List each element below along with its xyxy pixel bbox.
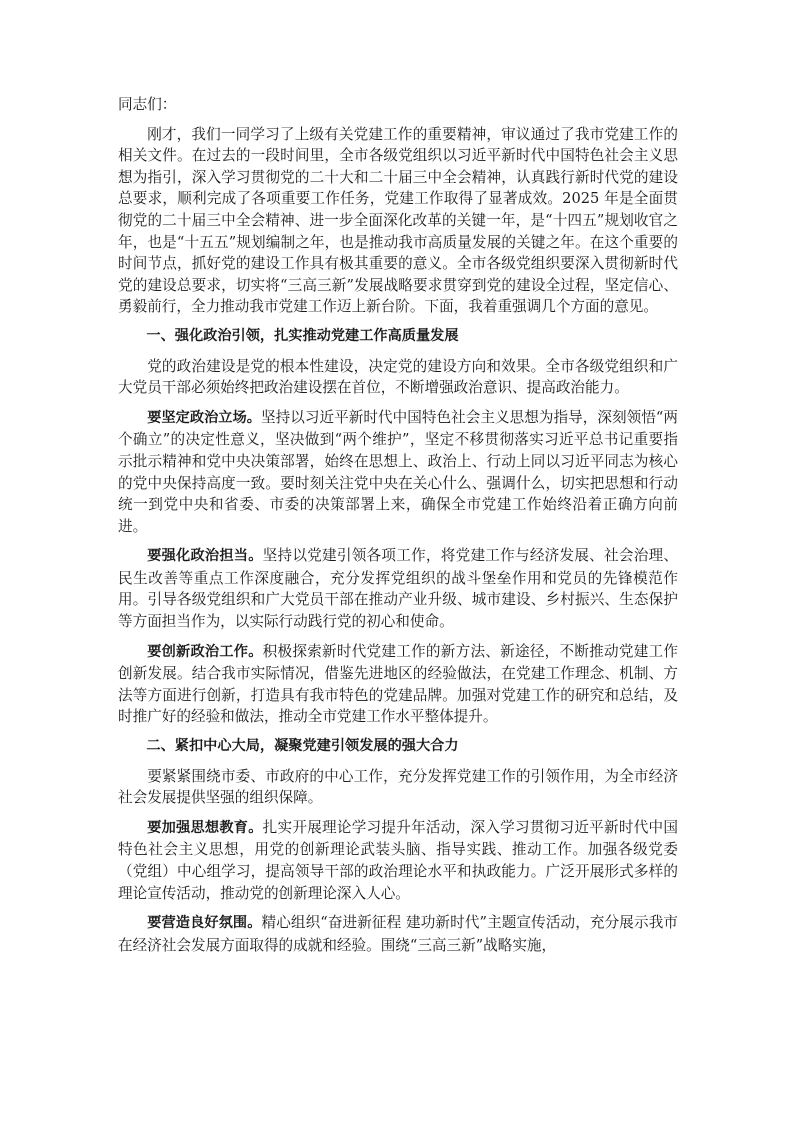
document-page xyxy=(118,94,678,964)
item-lead: 要创新政治工作。 xyxy=(147,643,263,660)
section-2-item-2 xyxy=(118,912,678,956)
section-heading-2: 二、紧扣中心大局，凝聚党建引领发展的强大合力 xyxy=(146,738,459,755)
section-1-intro: 党的政治建设是党的根本性建设，决定党的建设方向和效果。全市各级党组织和广大党员干部必须始终把政治建设摆在首位，不断增强政治意识、提高政治能力。 xyxy=(118,357,678,397)
item-text: 精心组织“奋进新征程 建功新时代”主题宣传活动，充分展示我市在经济社会发展方面取得的成就和经验。围绕“三高三新”战略实施， xyxy=(118,914,678,954)
section-heading-1: 一、强化政治引领，扎实推动党建工作高质量发展 xyxy=(146,327,459,344)
item-lead: 要加强思想教育。 xyxy=(147,819,263,836)
section-2-intro: 要紧紧围绕市委、市政府的中心工作，充分发挥党建工作的引领作用，为全市经济社会发展提供坚强的组织保障。 xyxy=(118,767,678,807)
item-lead: 要强化政治担当。 xyxy=(147,548,263,565)
section-1-item-2 xyxy=(118,545,678,632)
item-text: 积极探索新时代党建工作的新方法、新途径，不断推动党建工作创新发展。结合我市实际情况，借鉴先进地区的经验做法，在党建工作理念、机制、方法等方面进行创新，打造具有我市特色的党建品牌。加强对党建工作的研究和总结，及时推广好的经验和做法，推动全市党建工作水平整体提升。 xyxy=(118,642,678,726)
item-text: 坚持以习近平新时代中国特色社会主义思想为指导，深刻领悟“两个确立”的决定性意义，坚决做到“两个维护”，坚定不移贯彻落实习近平总书记重要指示批示精神和党中央决策部署，始终在思想上、政治上、行动上同以习近平同志为核心的党中央保持高度一致。要时刻关注党中央在关心什么、强调什么，切实把思想和行动统一到党中央和省委、市委的决策部署上来，确保全市党建工作始终沿着正确方向前进。 xyxy=(118,408,678,535)
section-1-item-3 xyxy=(118,641,678,728)
item-lead: 要营造良好氛围。 xyxy=(147,915,262,932)
section-2-item-1 xyxy=(118,817,678,904)
intro-paragraph: 刚才，我们一同学习了上级有关党建工作的重要精神，审议通过了我市党建工作的相关文件。在过去的一段时间里，全市各级党组织以习近平新时代中国特色社会主义思想为指引，深入学习贯彻党的二十大和二十届三中全会精神，认真践行新时代党的建设总要求，顺利完成了各项重要工作任务，党建工作取得了显著成效。2025 年是全面贯彻党的二十届三中全会精神、进一步全面深化改革的关键一年，是“十四五”规划收官之年，也是“十五五”规划编制之年，也是推动我市高质量发展的关键之年。在这个重要的时间节点，抓好党的建设工作具有极其重要的意义。全市各级党组织要深入贯彻新时代党的建设总要求，切实将“三高三新”发展战略要求贯穿到党的建设全过程，坚定信心、勇毅前行，全力推动我市党建工作迈上新台阶。下面，我着重强调几个方面的意见。 xyxy=(118,125,678,316)
item-text: 坚持以党建引领各项工作，将党建工作与经济发展、社会治理、民生改善等重点工作深度融合，充分发挥党组织的战斗堡垒作用和党员的先锋模范作用。引导各级党组织和广大党员干部在推动产业升级、城市建设、乡村振兴、生态保护等方面担当作为，以实际行动践行党的初心和使命。 xyxy=(118,547,678,631)
item-text: 扎实开展理论学习提升年活动，深入学习贯彻习近平新时代中国特色社会主义思想，用党的创新理论武装头脑、指导实践、推动工作。加强各级党委（党组）中心组学习，提高领导干部的政治理论水平和执政能力。广泛开展形式多样的理论宣传活动，推动党的创新理论深入人心。 xyxy=(118,818,678,902)
salutation: 同志们： xyxy=(118,96,177,113)
item-lead: 要坚定政治立场。 xyxy=(147,409,261,426)
section-1-item-1 xyxy=(118,407,678,538)
